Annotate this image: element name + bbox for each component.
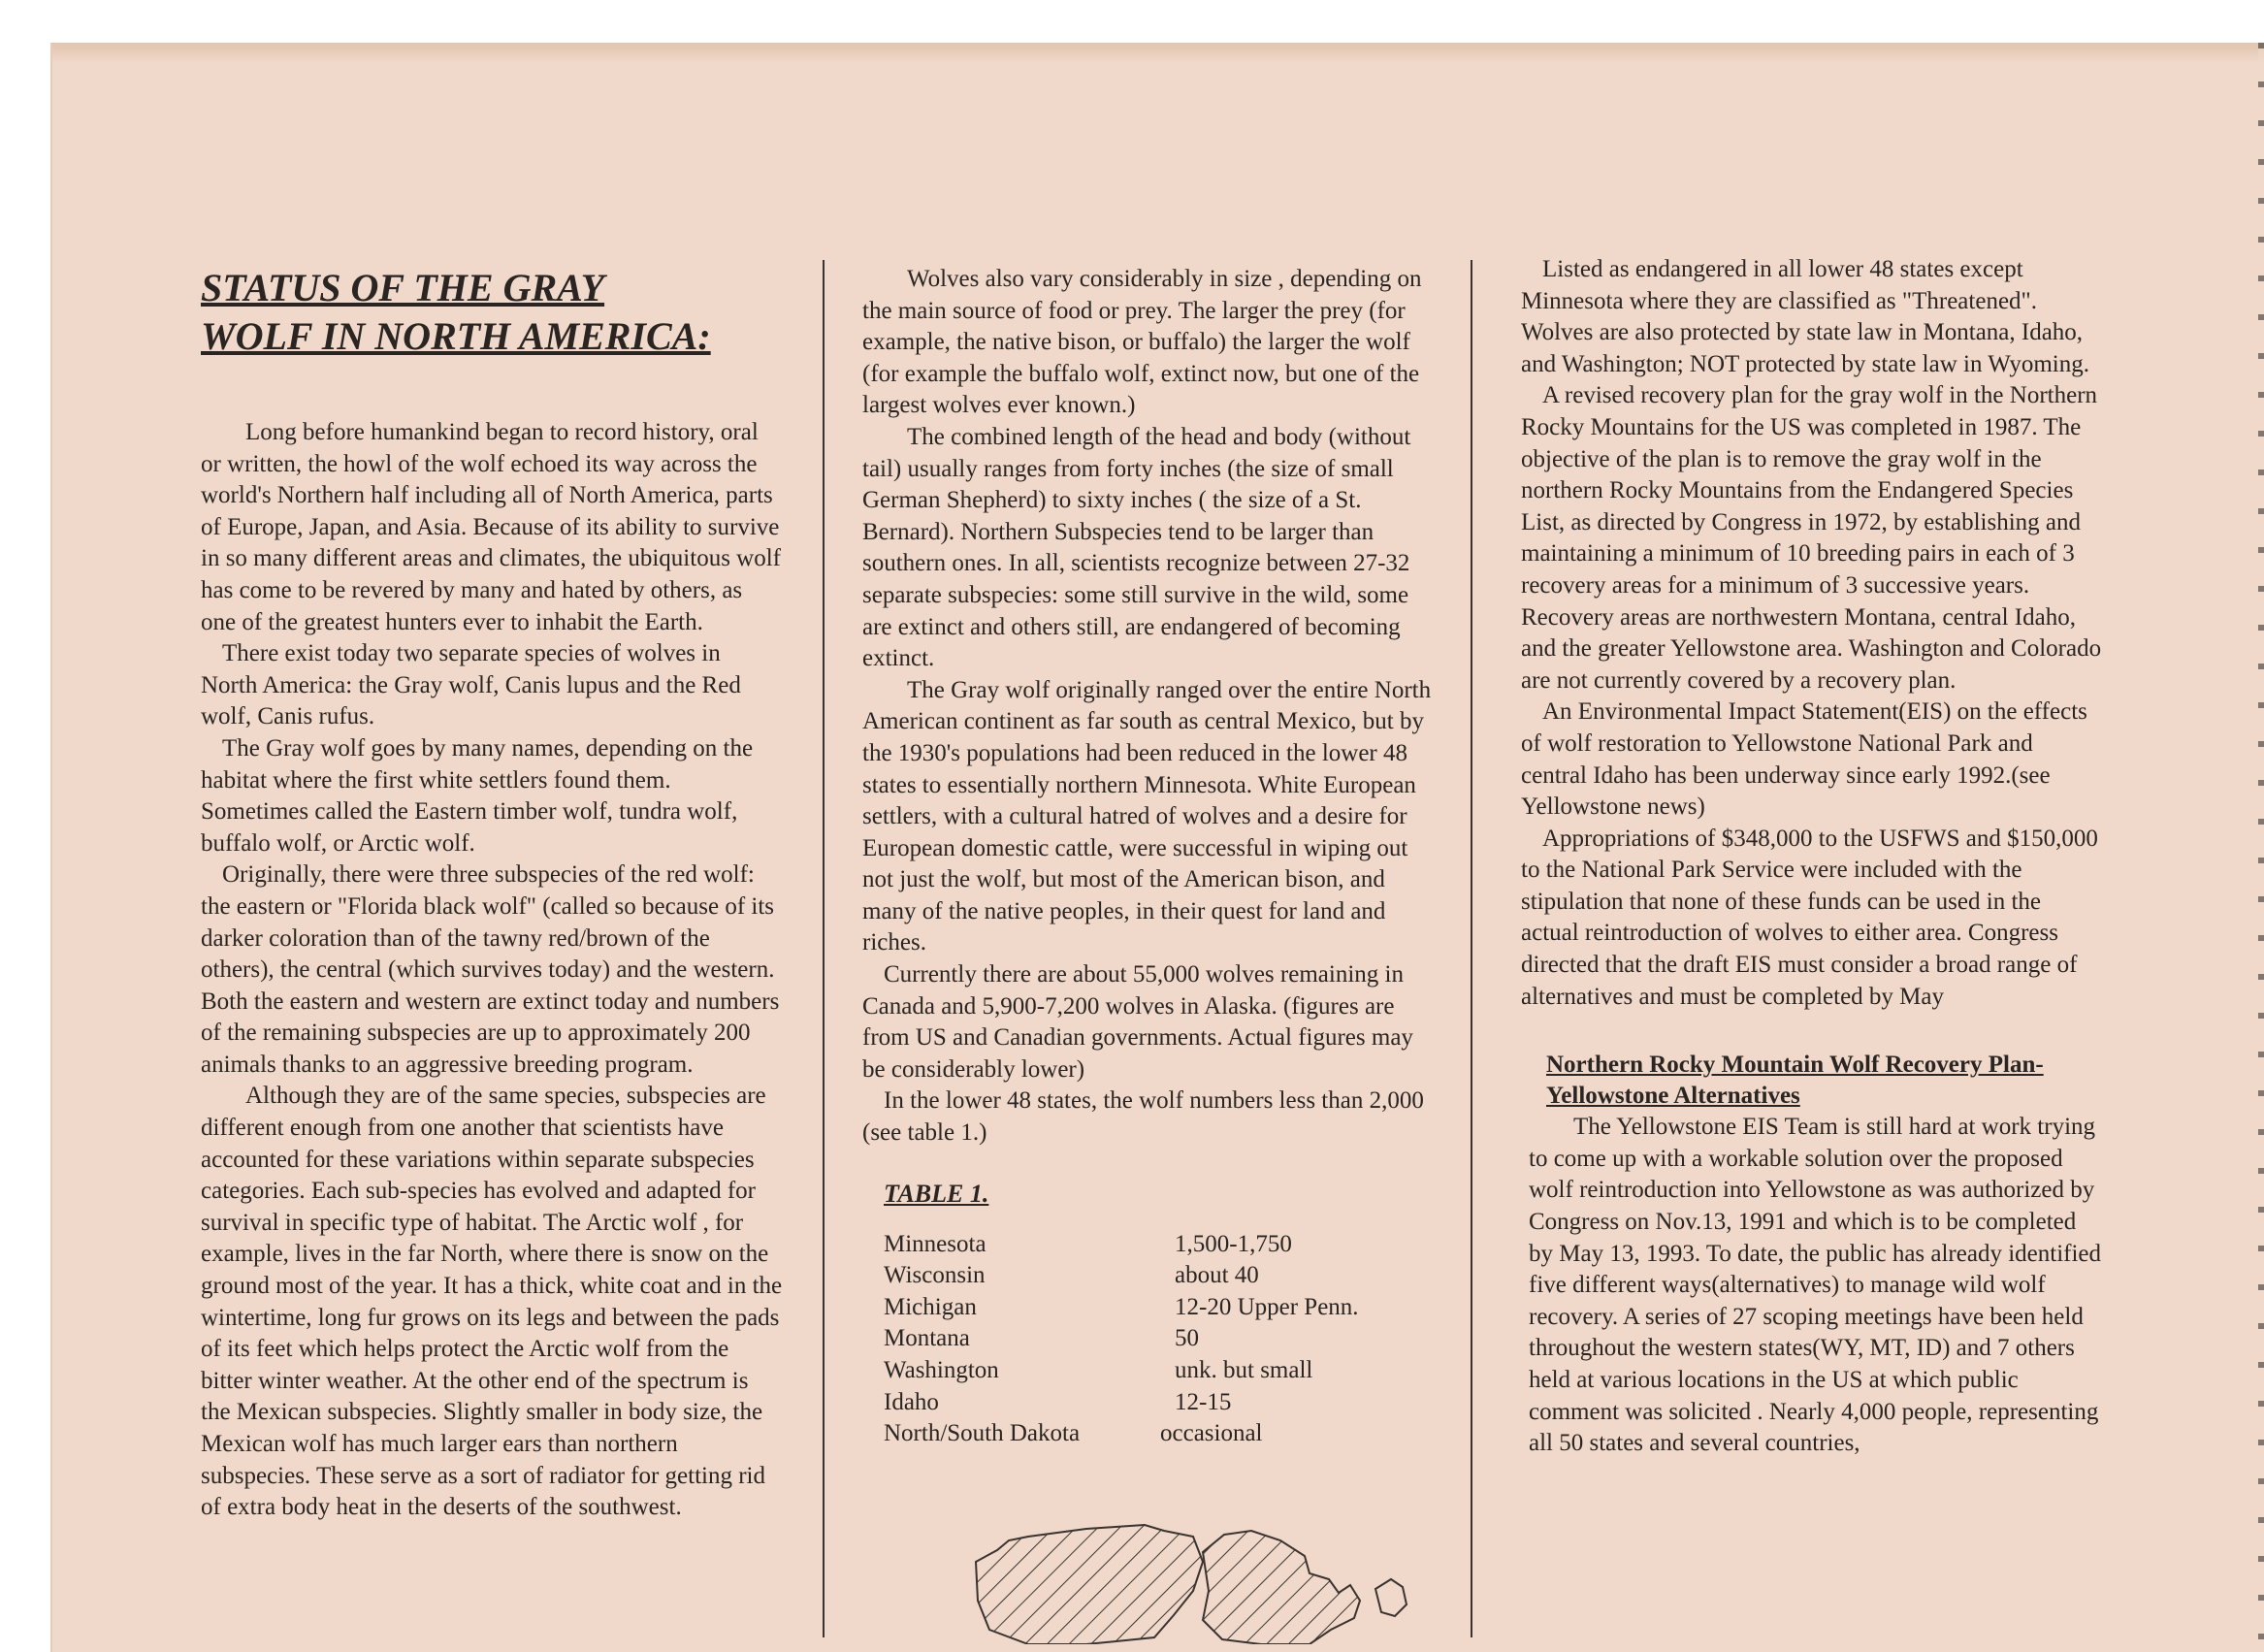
torn-page-edge (2258, 43, 2264, 1649)
table-state: Minnesota (884, 1230, 986, 1257)
table-count: 50 (1175, 1325, 1199, 1352)
table-row (884, 1229, 1435, 1261)
wolf-population-table (884, 1229, 1435, 1450)
table-row (884, 1292, 1435, 1324)
table-state: Washington (884, 1357, 999, 1383)
column-1 (201, 264, 783, 1524)
table-state: North/South Dakota (884, 1420, 1081, 1447)
column-3 (1521, 254, 2103, 1460)
paragraph: Long before humankind began to record history, oral or written, the howl of the wolf echoed its way across the world's Northern half including all of North America, parts of Europe, Japan, and Asia. Because of its ability to survive in so many different areas and climates, the ubiquitous wolf has come to be revered by many and hated by others, as one of the greatest hunters ever to inhabit the Earth. (201, 419, 781, 635)
table-row (884, 1418, 1435, 1450)
table-state: Montana (884, 1325, 970, 1352)
paragraph: An Environmental Impact Statement(EIS) on the effects of wolf restoration to Yellowstone National Park and central Idaho has been underway since early 1992.(see Yellowstone news) (1521, 698, 2087, 821)
table-count: unk. but small (1175, 1357, 1313, 1383)
wolf-range-map (970, 1523, 1474, 1644)
paragraph: The combined length of the head and body (without tail) usually ranges from forty inches (the size of small German Shepherd) to sixty inches ( the size of a St. Bernard). Northern Subspecies tend to be larger than southern ones. In all, scientists recognize between 27-32 separate subspecies: some still survive in the wild, some are extinct and others still, are endangered of becoming extinct. (862, 423, 1411, 672)
article-title-line-1: STATUS OF THE GRAY (201, 266, 605, 309)
table-title: TABLE 1. (884, 1179, 989, 1208)
paragraph: The Gray wolf goes by many names, depending on the habitat where the first white settlers found them. Sometimes called the Eastern timber wolf, tundra wolf, buffalo wolf, or Arctic wolf. (201, 734, 754, 857)
table-row (884, 1323, 1435, 1355)
table-state: Idaho (884, 1388, 939, 1415)
column-rule-left (823, 260, 825, 1637)
paragraph: Wolves also vary considerably in size , depending on the main source of food or prey. The larger the prey (for example, the native bison, or buffalo) the larger the wolf (for example the buffalo wolf, extinct now, but one of the largest wolves ever known.) (862, 266, 1422, 419)
paragraph: Although they are of the same species, subspecies are different enough from one another that scientists have accounted for these variations within separate subspecies categories. Each sub-species has evolved and adapted for survival in specific type of habitat. The Arctic wolf , for example, lives in the far North, where there is snow on the ground most of the year. It has a thick, white coat and in the wintertime, long fur grows on its legs and between the pads of its feet which helps protect the Arctic wolf from the bitter winter weather. At the other end of the spectrum is the Mexican subspecies. Slightly smaller in body size, the Mexican wolf has much larger ears than northern subspecies. These serve as a sort of radiator for getting rid of extra body heat in the deserts of the southwest. (201, 1083, 783, 1521)
paragraph: In the lower 48 states, the wolf numbers less than 2,000 (see table 1.) (862, 1087, 1424, 1147)
table-count: 1,500-1,750 (1175, 1230, 1292, 1257)
paragraph: There exist today two separate species of wolves in North America: the Gray wolf, Canis lupus and the Red wolf, Canis rufus. (201, 640, 741, 730)
paragraph: A revised recovery plan for the gray wolf in the Northern Rocky Mountains for the US was completed in 1987. The objective of the plan is to remove the gray wolf in the northern Rocky Mountains from the Endangered Species List, as directed by Congress in 1972, by establishing and maintaining a minimum of 10 breeding pairs in each of 3 recovery areas for a minimum of 3 successive years. Recovery areas are northwestern Montana, central Idaho, and the greater Yellowstone area. Washington and Colorado are not currently covered by a recovery plan. (1521, 382, 2102, 694)
subhead-line-1: Northern Rocky Mountain Wolf Recovery Plan- (1546, 1052, 2044, 1079)
subhead-line-2: Yellowstone Alternatives (1546, 1083, 1800, 1110)
table-count: occasional (1160, 1420, 1263, 1447)
article-title (201, 264, 783, 361)
table-row (884, 1387, 1435, 1419)
paragraph: Currently there are about 55,000 wolves remaining in Canada and 5,900-7,200 wolves in Alaska. (figures are from US and Canadian governments. Actual figures may be considerably lower) (862, 961, 1413, 1083)
paragraph: Originally, there were three subspecies of the red wolf: the eastern or "Florida black wolf" (called so because of its darker coloration than of the tawny red/brown of the others), the central (which survives today) and the western. Both the eastern and western are extinct today and numbers of the remaining subspecies are up to approximately 200 animals thanks to an aggressive breeding program. (201, 861, 780, 1078)
table-state: Wisconsin (884, 1262, 986, 1289)
paragraph: The Yellowstone EIS Team is still hard at work trying to come up with a workable solution over the proposed wolf reintroduction into Yellowstone as was authorized by Congress on Nov.13, 1991 and which is to be completed by May 13, 1993. To date, the public has already identified five different ways(alternatives) to manage wild wolf recovery. A series of 27 scoping meetings have been held throughout the western states(WY, MT, ID) and 7 others held at various locations in the US at which public comment was solicited . Nearly 4,000 people, representing all 50 states and several countries, (1529, 1114, 2102, 1457)
paragraph: Listed as endangered in all lower 48 states except Minnesota where they are classified as "Threatened". Wolves are also protected by state law in Montana, Idaho, and Washington; NOT protected by state law in Wyoming. (1521, 256, 2089, 377)
section-subhead (1521, 1050, 2103, 1112)
table-state: Michigan (884, 1293, 977, 1320)
article-title-line-2: WOLF IN NORTH AMERICA: (201, 314, 711, 358)
table-count: 12-20 Upper Penn. (1175, 1293, 1359, 1320)
paragraph: Appropriations of $348,000 to the USFWS and $150,000 to the National Park Service were included with the stipulation that none of these funds can be used in the actual reintroduction of wolves to either area. Congress directed that the draft EIS must consider a broad range of alternatives and must be completed by May (1521, 825, 2098, 1010)
column-2 (862, 264, 1435, 1450)
table-count: 12-15 (1175, 1388, 1232, 1415)
table-row (884, 1260, 1435, 1292)
column-rule-right (1471, 260, 1472, 1637)
table-row (884, 1355, 1435, 1387)
table-count: about 40 (1175, 1262, 1259, 1289)
paragraph: The Gray wolf originally ranged over the entire North American continent as far south as central Mexico, but by the 1930's populations had been reduced in the lower 48 states to essentially northern Minnesota. White European settlers, with a cultural hatred of wolves and a desire for European domestic cattle, were successful in wiping out not just the wolf, but most of the American bison, and many of the native peoples, in their quest for land and riches. (862, 676, 1432, 956)
